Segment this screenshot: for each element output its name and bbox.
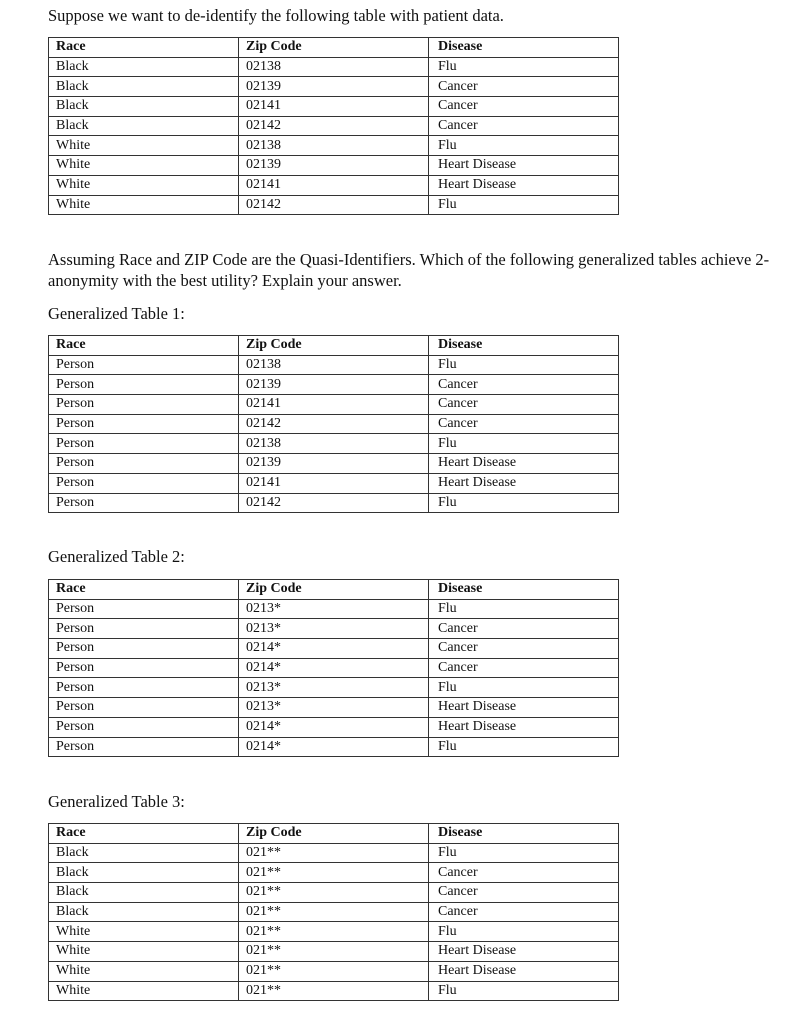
race-cell: Black — [49, 57, 239, 77]
column-header-zip-code: Zip Code — [239, 824, 429, 844]
zip-code-cell: 0213* — [239, 678, 429, 698]
disease-cell: Cancer — [429, 863, 619, 883]
disease-cell: Flu — [429, 434, 619, 454]
table-row — [49, 717, 619, 737]
race-cell: Person — [49, 599, 239, 619]
race-cell: Person — [49, 619, 239, 639]
table-row — [49, 175, 619, 195]
race-cell: Person — [49, 717, 239, 737]
race-cell: Person — [49, 355, 239, 375]
zip-code-cell: 02142 — [239, 116, 429, 136]
race-cell: White — [49, 175, 239, 195]
race-cell: White — [49, 156, 239, 176]
zip-code-cell: 0214* — [239, 639, 429, 659]
zip-code-cell: 0213* — [239, 619, 429, 639]
column-header-disease: Disease — [429, 580, 619, 600]
race-cell: White — [49, 961, 239, 981]
race-cell: Black — [49, 77, 239, 97]
race-cell: Person — [49, 414, 239, 434]
zip-code-cell: 0214* — [239, 737, 429, 757]
race-cell: Person — [49, 395, 239, 415]
disease-cell: Cancer — [429, 883, 619, 903]
disease-cell: Flu — [429, 981, 619, 1001]
zip-code-cell: 021** — [239, 922, 429, 942]
table-header-row — [49, 336, 619, 356]
table-header-row — [49, 38, 619, 58]
disease-cell: Heart Disease — [429, 961, 619, 981]
intro-text: Suppose we want to de-identify the following table with patient data. — [48, 6, 504, 25]
race-cell: Black — [49, 843, 239, 863]
zip-code-cell: 02141 — [239, 97, 429, 117]
zip-code-cell: 0213* — [239, 698, 429, 718]
table-row — [49, 843, 619, 863]
disease-cell: Cancer — [429, 639, 619, 659]
disease-cell: Cancer — [429, 77, 619, 97]
zip-code-cell: 0213* — [239, 599, 429, 619]
disease-cell: Cancer — [429, 658, 619, 678]
generalized-table-3 — [48, 823, 619, 1001]
race-cell: White — [49, 136, 239, 156]
zip-code-cell: 02139 — [239, 156, 429, 176]
disease-cell: Cancer — [429, 619, 619, 639]
race-cell: Black — [49, 883, 239, 903]
disease-cell: Flu — [429, 355, 619, 375]
zip-code-cell: 0214* — [239, 658, 429, 678]
table-row — [49, 136, 619, 156]
table-row — [49, 375, 619, 395]
table-row — [49, 619, 619, 639]
zip-code-cell: 021** — [239, 843, 429, 863]
column-header-zip-code: Zip Code — [239, 336, 429, 356]
column-header-zip-code: Zip Code — [239, 580, 429, 600]
zip-code-cell: 021** — [239, 942, 429, 962]
disease-cell: Flu — [429, 843, 619, 863]
disease-cell: Flu — [429, 678, 619, 698]
table-row — [49, 981, 619, 1001]
disease-cell: Cancer — [429, 116, 619, 136]
column-header-disease: Disease — [429, 38, 619, 58]
table-row — [49, 658, 619, 678]
table-row — [49, 639, 619, 659]
generalized-table-3-label: Generalized Table 3: — [48, 792, 185, 811]
column-header-disease: Disease — [429, 824, 619, 844]
table-row — [49, 698, 619, 718]
disease-cell: Cancer — [429, 902, 619, 922]
disease-cell: Cancer — [429, 375, 619, 395]
disease-cell: Flu — [429, 493, 619, 513]
zip-code-cell: 02139 — [239, 454, 429, 474]
race-cell: White — [49, 195, 239, 215]
zip-code-cell: 02142 — [239, 493, 429, 513]
table-row — [49, 883, 619, 903]
zip-code-cell: 02138 — [239, 355, 429, 375]
race-cell: Black — [49, 863, 239, 883]
disease-cell: Heart Disease — [429, 717, 619, 737]
disease-cell: Flu — [429, 195, 619, 215]
disease-cell: Flu — [429, 57, 619, 77]
race-cell: Person — [49, 678, 239, 698]
zip-code-cell: 021** — [239, 981, 429, 1001]
zip-code-cell: 02138 — [239, 434, 429, 454]
zip-code-cell: 02141 — [239, 473, 429, 493]
zip-code-cell: 02141 — [239, 175, 429, 195]
race-cell: Person — [49, 658, 239, 678]
table-header-row — [49, 824, 619, 844]
table-row — [49, 493, 619, 513]
zip-code-cell: 021** — [239, 961, 429, 981]
table-row — [49, 737, 619, 757]
race-cell: White — [49, 922, 239, 942]
race-cell: Person — [49, 434, 239, 454]
table-row — [49, 195, 619, 215]
table-row — [49, 454, 619, 474]
race-cell: Black — [49, 97, 239, 117]
race-cell: Person — [49, 639, 239, 659]
zip-code-cell: 0214* — [239, 717, 429, 737]
zip-code-cell: 02141 — [239, 395, 429, 415]
column-header-race: Race — [49, 580, 239, 600]
table-row — [49, 116, 619, 136]
table-row — [49, 902, 619, 922]
table-row — [49, 678, 619, 698]
table-row — [49, 156, 619, 176]
disease-cell: Heart Disease — [429, 156, 619, 176]
column-header-disease: Disease — [429, 336, 619, 356]
race-cell: Person — [49, 698, 239, 718]
table-header-row — [49, 580, 619, 600]
race-cell: Person — [49, 737, 239, 757]
race-cell: White — [49, 981, 239, 1001]
question-text: Assuming Race and ZIP Code are the Quasi-Identifiers. Which of the following generalized tables achieve 2-anonymity with the best utility? Explain your answer. — [48, 250, 770, 290]
column-header-race: Race — [49, 38, 239, 58]
disease-cell: Cancer — [429, 395, 619, 415]
table-row — [49, 942, 619, 962]
race-cell: White — [49, 942, 239, 962]
zip-code-cell: 02138 — [239, 57, 429, 77]
disease-cell: Cancer — [429, 97, 619, 117]
disease-cell: Flu — [429, 737, 619, 757]
table-row — [49, 434, 619, 454]
table-row — [49, 395, 619, 415]
zip-code-cell: 02138 — [239, 136, 429, 156]
race-cell: Person — [49, 473, 239, 493]
disease-cell: Cancer — [429, 414, 619, 434]
table-row — [49, 57, 619, 77]
generalized-table-1 — [48, 335, 619, 513]
race-cell: Black — [49, 902, 239, 922]
table-row — [49, 77, 619, 97]
zip-code-cell: 021** — [239, 902, 429, 922]
table-row — [49, 599, 619, 619]
disease-cell: Flu — [429, 922, 619, 942]
table-row — [49, 961, 619, 981]
table-row — [49, 473, 619, 493]
table-row — [49, 414, 619, 434]
generalized-table-1-label: Generalized Table 1: — [48, 304, 185, 323]
disease-cell: Flu — [429, 599, 619, 619]
zip-code-cell: 021** — [239, 863, 429, 883]
zip-code-cell: 02142 — [239, 195, 429, 215]
generalized-table-2 — [48, 579, 619, 757]
race-cell: Person — [49, 375, 239, 395]
disease-cell: Heart Disease — [429, 454, 619, 474]
disease-cell: Flu — [429, 136, 619, 156]
column-header-race: Race — [49, 336, 239, 356]
generalized-table-2-label: Generalized Table 2: — [48, 547, 185, 566]
race-cell: Person — [49, 454, 239, 474]
column-header-race: Race — [49, 824, 239, 844]
zip-code-cell: 021** — [239, 883, 429, 903]
race-cell: Black — [49, 116, 239, 136]
zip-code-cell: 02142 — [239, 414, 429, 434]
table-row — [49, 97, 619, 117]
table-row — [49, 355, 619, 375]
table-row — [49, 922, 619, 942]
zip-code-cell: 02139 — [239, 77, 429, 97]
patient-data-table — [48, 37, 619, 215]
zip-code-cell: 02139 — [239, 375, 429, 395]
disease-cell: Heart Disease — [429, 175, 619, 195]
table-row — [49, 863, 619, 883]
disease-cell: Heart Disease — [429, 473, 619, 493]
race-cell: Person — [49, 493, 239, 513]
disease-cell: Heart Disease — [429, 942, 619, 962]
disease-cell: Heart Disease — [429, 698, 619, 718]
column-header-zip-code: Zip Code — [239, 38, 429, 58]
